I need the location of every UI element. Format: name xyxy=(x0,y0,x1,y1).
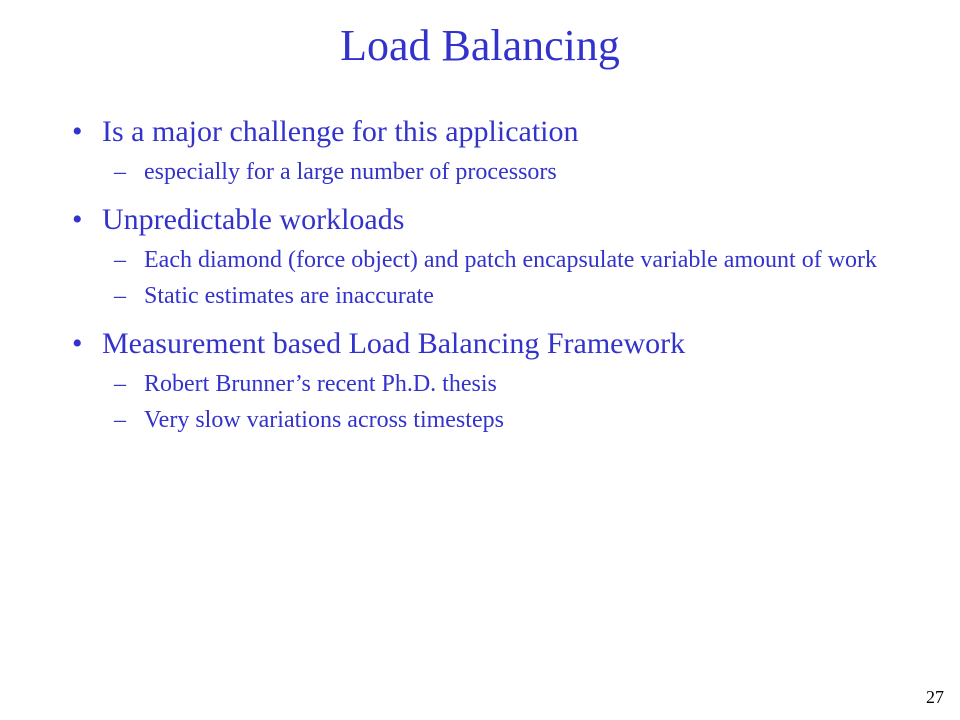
sub-bullet-text: Robert Brunner’s recent Ph.D. thesis xyxy=(144,371,497,397)
bullet-text: Unpredictable workloads xyxy=(102,203,405,236)
sub-bullet-marker: – xyxy=(114,283,126,309)
sub-bullet-item xyxy=(72,404,922,436)
sub-bullet-marker: – xyxy=(114,247,126,273)
sub-bullet-text: especially for a large number of processors xyxy=(144,159,557,185)
bullet-text: Measurement based Load Balancing Framework xyxy=(102,327,686,360)
sub-bullet-marker: – xyxy=(114,407,126,433)
sub-bullet-text: Very slow variations across timesteps xyxy=(144,407,504,433)
bullet-marker: • xyxy=(72,115,83,148)
sub-bullet-item xyxy=(72,156,922,188)
bullet-marker: • xyxy=(72,327,83,360)
sub-bullet-marker: – xyxy=(114,371,126,397)
sub-bullet-item xyxy=(72,368,922,400)
bullet-text: Is a major challenge for this application xyxy=(102,115,579,148)
bullet-item xyxy=(72,324,922,364)
bullet-item xyxy=(72,112,922,152)
slide-title: Load Balancing xyxy=(340,21,620,70)
sub-bullet-text: Each diamond (force object) and patch encapsulate variable amount of work xyxy=(144,247,878,273)
page-number: 27 xyxy=(926,687,944,707)
bullet-marker: • xyxy=(72,203,83,236)
slide-content xyxy=(72,112,922,436)
sub-bullet-marker: – xyxy=(114,159,126,185)
sub-bullet-item xyxy=(72,280,922,312)
sub-bullet-text: Static estimates are inaccurate xyxy=(144,283,434,309)
bullet-item xyxy=(72,200,922,240)
sub-bullet-item xyxy=(72,244,922,276)
